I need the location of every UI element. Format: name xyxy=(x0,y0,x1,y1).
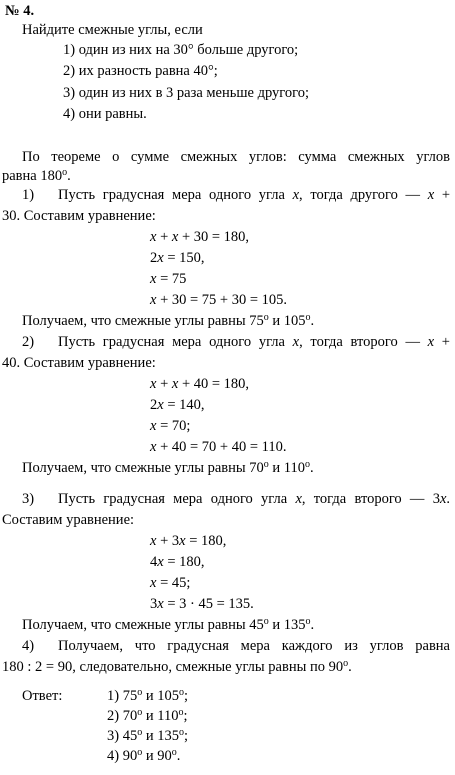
answer-item-2: 2) 70$^o$ и 110$^o$; xyxy=(107,707,188,724)
degree-sign: o xyxy=(62,167,68,178)
section-2-result: Получаем, что смежные углы равны 70$^o$ и 110$^o$. xyxy=(22,459,314,476)
section-2-eq-2: 2x = 140, xyxy=(150,397,205,413)
section-1-result: Получаем, что смежные углы равны 75$^o$ и 105$^o$. xyxy=(22,312,315,329)
problem-number: № 4. xyxy=(5,3,35,19)
section-2-line-2: 40. Составим уравнение: xyxy=(2,355,156,371)
section-3-eq-2: 4x = 180, xyxy=(150,554,205,570)
section-3-eq-1: x + 3x = 180, xyxy=(150,533,227,549)
section-3-result: Получаем, что смежные углы равны 45$^o$ и 135$^o$. xyxy=(22,616,315,633)
section-1-line-2: 30. Составим уравнение: xyxy=(2,208,156,224)
section-1-eq-2: 2x = 150, xyxy=(150,250,205,266)
section-2-line-1: Пусть градусная мера одного угла x, тогда второго — x + xyxy=(58,334,450,350)
section-3-eq-3: x = 45; xyxy=(150,575,191,591)
condition-4: 4) они равны. xyxy=(63,106,147,122)
section-4-number: 4) xyxy=(22,638,35,654)
task-statement: Найдите смежные углы, если xyxy=(22,22,203,38)
section-3-eq-4: 3x = 3 · 45 = 135. xyxy=(150,596,254,612)
intro-line-1: По теореме о сумме смежных углов: сумма смежных углов xyxy=(22,149,450,165)
section-1-eq-4: x + 30 = 75 + 30 = 105. xyxy=(150,292,288,308)
section-1-eq-3: x = 75 xyxy=(150,271,187,287)
section-1-eq-1: x + x + 30 = 180, xyxy=(150,229,250,245)
answer-label: Ответ: xyxy=(22,688,63,704)
answer-item-3: 3) 45$^o$ и 135$^o$; xyxy=(107,727,189,744)
section-1-line-1: Пусть градусная мера одного угла x, тогда другого — x + xyxy=(58,187,451,203)
condition-3: 3) один из них в 3 раза меньше другого; xyxy=(63,85,309,101)
section-2-eq-4: x + 40 = 70 + 40 = 110. xyxy=(150,439,287,455)
section-2-eq-3: x = 70; xyxy=(150,418,191,434)
section-2-eq-1: x + x + 40 = 180, xyxy=(150,376,250,392)
answer-item-1: 1) 75$^o$ и 105$^o$; xyxy=(107,687,189,704)
condition-1: 1) один из них на 30° больше другого; xyxy=(63,42,299,58)
section-2-number: 2) xyxy=(22,334,35,350)
section-4-line-1: Получаем, что градусная мера каждого из углов равна xyxy=(58,638,450,654)
answer-item-4: 4) 90$^o$ и 90$^o$. xyxy=(107,747,181,764)
section-4-line-2: 180 : 2 = 90, следовательно, смежные углы равны по 90$^o$. xyxy=(2,658,352,675)
intro-line-2: равна 180$^o$. xyxy=(2,167,71,184)
condition-2: 2) их разность равна 40°; xyxy=(63,63,218,79)
section-3-line-2: Составим уравнение: xyxy=(2,512,135,528)
section-3-number: 3) xyxy=(22,491,35,507)
section-1-number: 1) xyxy=(22,187,35,203)
section-3-line-1: Пусть градусная мера одного угла x, тогда второго — 3x. xyxy=(58,491,451,507)
